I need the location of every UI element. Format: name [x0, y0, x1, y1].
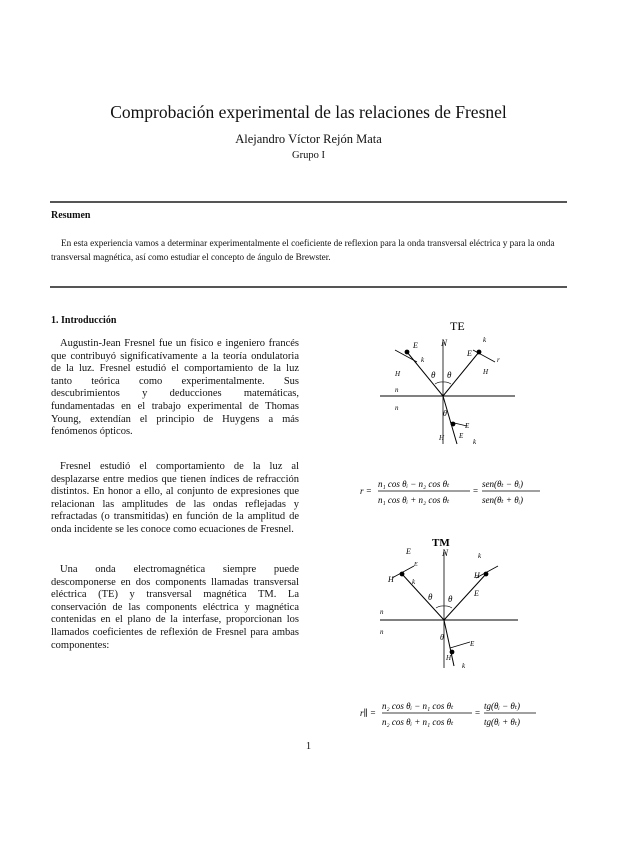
- svg-text:k: k: [412, 578, 416, 586]
- svg-text:H: H: [474, 571, 480, 580]
- svg-text:k: k: [473, 438, 477, 446]
- te-label: TE: [450, 319, 465, 333]
- svg-text:E: E: [467, 349, 472, 358]
- svg-text:N: N: [441, 338, 448, 348]
- tm-label: TM: [432, 537, 450, 549]
- svg-text:H: H: [439, 434, 445, 442]
- svg-text:θ: θ: [431, 370, 436, 380]
- svg-text:r∥ =: r∥ =: [360, 708, 376, 718]
- author-group: Grupo I: [292, 150, 325, 161]
- svg-text:H: H: [395, 370, 401, 378]
- svg-text:sen(θₜ − θᵢ): sen(θₜ − θᵢ): [482, 479, 524, 489]
- svg-text:r =: r =: [360, 486, 372, 496]
- svg-text:=: =: [473, 486, 479, 496]
- te-equation: [360, 472, 550, 512]
- svg-text:k: k: [421, 356, 425, 364]
- te-transmitted-ray: [443, 396, 457, 444]
- svg-text:E: E: [414, 562, 418, 568]
- svg-text:H: H: [446, 654, 452, 662]
- page-number: 1: [305, 741, 312, 752]
- svg-text:θ: θ: [443, 409, 447, 418]
- tm-diagram: [358, 534, 528, 674]
- svg-text:tg(θᵢ − θₜ): tg(θᵢ − θₜ): [484, 701, 521, 711]
- svg-text:E: E: [474, 589, 479, 598]
- paragraph-3: Una onda electromagnética siempre puede descomponerse en dos components llamadas transversal eléctrica (TE) y transversal magnética TM. La conservación de las components eléctrica y magnética contenidas en el plano de la interfase, proporcionan los llamados coeficientes de reflexión de Fresnel para ambas componentes:: [51, 564, 299, 651]
- svg-text:sen(θₜ + θᵢ): sen(θₜ + θᵢ): [482, 495, 524, 505]
- svg-text:N: N: [442, 548, 449, 558]
- svg-text:n: n: [395, 386, 399, 394]
- svg-text:θ: θ: [448, 594, 453, 604]
- svg-text:n: n: [380, 628, 384, 636]
- svg-text:r: r: [497, 356, 500, 364]
- svg-text:H: H: [388, 575, 394, 584]
- svg-text:θ: θ: [440, 633, 444, 642]
- svg-text:tg(θᵢ + θₜ): tg(θᵢ + θₜ): [484, 717, 521, 727]
- abstract-top-rule: [50, 201, 567, 203]
- svg-text:E: E: [406, 547, 411, 556]
- tm-equation: [360, 694, 550, 734]
- svg-text:θ: θ: [447, 370, 452, 380]
- te-diagram: [355, 314, 525, 450]
- svg-text:n: n: [380, 608, 384, 616]
- svg-text:k: k: [483, 336, 487, 344]
- svg-text:E: E: [459, 432, 464, 440]
- svg-text:n₂ cos θᵢ + n₁ cos θₜ: n₂ cos θᵢ + n₁ cos θₜ: [382, 717, 454, 727]
- paragraph-1: Augustin-Jean Fresnel fue un físico e ingeniero francés que contribuyó significatívamente a la teoría ondulatoria de la luz. Fresnel estudió el comportamiento de la luz tanto teórica como experimentalmente. Sus descubrimientos y deducciones matemáticas, fundamentadas en el trabajo experimental de Thomas Young, extendían el principio de Huygens a más fenómenos ópticos.: [51, 338, 299, 438]
- te-incident-ray: [407, 352, 443, 396]
- svg-text:n: n: [395, 404, 399, 412]
- svg-text:n₁ cos θᵢ + n₂ cos θₜ: n₁ cos θᵢ + n₂ cos θₜ: [378, 495, 450, 505]
- svg-text:k: k: [462, 662, 466, 670]
- abstract-bottom-rule: [50, 286, 567, 288]
- paragraph-2: Fresnel estudió el comportamiento de la luz al desplazarse entre medios que tienen índices de refracción distintos. En honor a ello, al conjunto de expresiones que relacionan las amplitudes de las ondas reflejadas y refractadas (o transmitidas) en función de la amplitud de onda incidente se les conoce como ecuaciones de Fresnel.: [51, 461, 299, 535]
- svg-text:E: E: [470, 640, 475, 648]
- tm-incident-ray: [402, 574, 444, 620]
- svg-text:H: H: [483, 368, 489, 376]
- author-name: Alejandro Víctor Rejón Mata: [235, 132, 382, 146]
- svg-text:E: E: [413, 341, 418, 350]
- svg-text:n₁ cos θᵢ − n₂ cos θₜ: n₁ cos θᵢ − n₂ cos θₜ: [378, 479, 450, 489]
- paper-title: Comprobación experimental de las relaciones de Fresnel: [110, 102, 507, 122]
- abstract-text: En esta experiencia vamos a determinar experimentalmente el coeficiente de reflexion para la onda transversal eléctrica y para la onda transversal magnética, así como estudiar el concepto de ángulo de Brewster.: [51, 238, 555, 262]
- section-heading: 1. Introducción: [51, 315, 117, 326]
- svg-text:θ: θ: [428, 592, 433, 602]
- svg-text:n₂ cos θᵢ − n₁ cos θₜ: n₂ cos θᵢ − n₁ cos θₜ: [382, 701, 454, 711]
- svg-text:k: k: [478, 552, 482, 560]
- svg-text:E: E: [465, 422, 470, 430]
- abstract-heading: Resumen: [51, 210, 91, 221]
- svg-text:=: =: [475, 708, 481, 718]
